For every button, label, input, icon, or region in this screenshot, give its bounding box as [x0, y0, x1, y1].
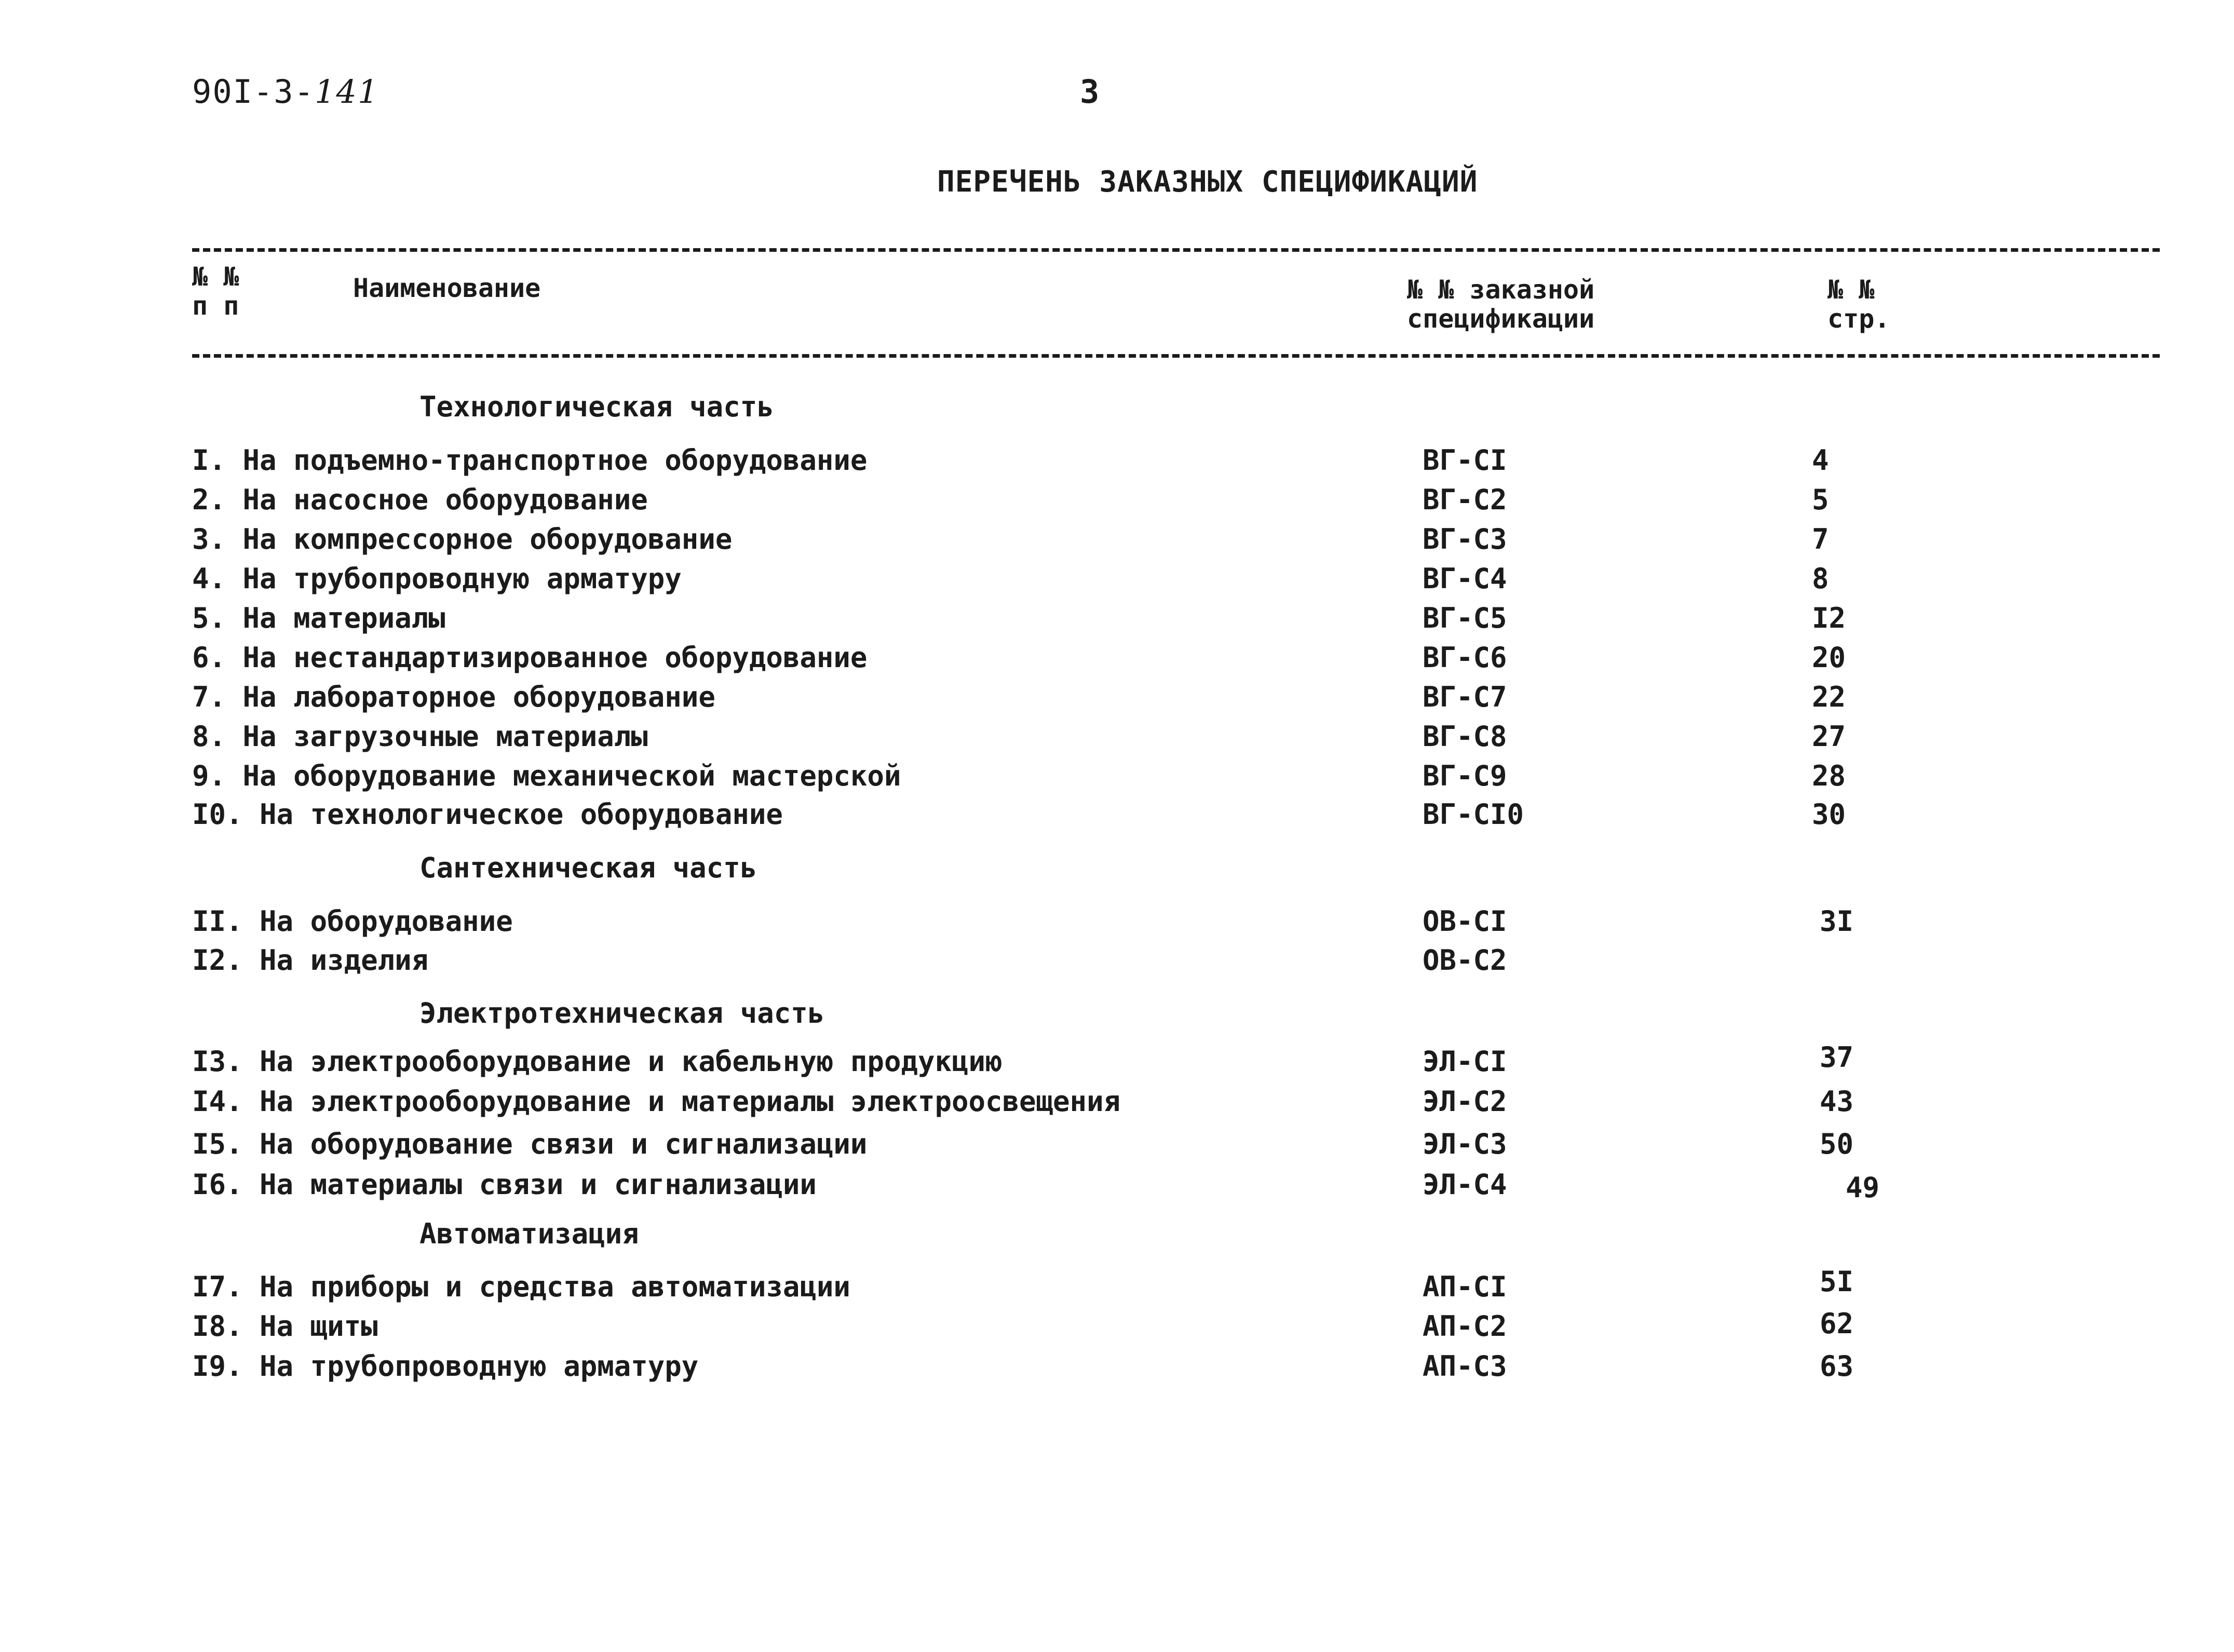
list-item-label: I0. На технологическое оборудование	[192, 798, 783, 831]
list-item-page: 28	[1812, 760, 1846, 792]
list-item-code: ЭЛ-С2	[1423, 1085, 1507, 1118]
col-header-num-line1: № №	[192, 262, 239, 292]
list-item-code: АП-С3	[1423, 1350, 1507, 1383]
list-item-code: ВГ-СI	[1423, 444, 1507, 477]
list-item-label: 9. На оборудование механической мастерской	[192, 760, 901, 792]
section-title-electrical: Электротехническая часть	[419, 997, 825, 1030]
col-header-spec-line1: № № заказной	[1407, 275, 1595, 305]
list-item-code: АП-С2	[1423, 1310, 1507, 1343]
list-item-page: 20	[1812, 641, 1846, 674]
page-title: ПЕРЕЧЕНЬ ЗАКАЗНЫХ СПЕЦИФИКАЦИЙ	[937, 165, 1478, 199]
list-item-label: I4. На электрооборудование и материалы электроосвещения	[192, 1085, 1121, 1118]
list-item-label: 3. На компрессорное оборудование	[192, 523, 733, 556]
list-item-code: ВГ-С2	[1423, 483, 1507, 516]
col-header-page-line2: стр.	[1827, 304, 1890, 334]
section-title-technological: Технологическая часть	[419, 390, 774, 423]
col-header-page-line1: № №	[1827, 275, 1875, 305]
list-item-label: II. На оборудование	[192, 905, 513, 938]
list-item-page: 22	[1812, 681, 1846, 713]
list-item-page: 63	[1820, 1350, 1854, 1383]
list-item-code: ВГ-С7	[1423, 681, 1507, 713]
list-item-code: ВГ-С4	[1423, 562, 1507, 595]
document-code-prefix: 90I-3-	[192, 73, 315, 111]
list-item-code: ЭЛ-С4	[1423, 1168, 1507, 1201]
list-item-code: ЭЛ-С3	[1423, 1128, 1507, 1160]
list-item-label: 7. На лабораторное оборудование	[192, 681, 715, 713]
list-item-label: I. На подъемно-транспортное оборудование	[192, 444, 868, 477]
list-item-label: 6. На нестандартизированное оборудование	[192, 641, 868, 674]
section-title-automation: Автоматизация	[419, 1217, 639, 1250]
list-item-page: 62	[1820, 1307, 1854, 1340]
list-item-label: I6. На материалы связи и сигнализации	[192, 1168, 817, 1201]
list-item-page: 50	[1820, 1128, 1854, 1160]
document-code-handwritten: 141	[314, 73, 380, 111]
list-item-code: ВГ-С8	[1423, 720, 1507, 753]
list-item-page: 5	[1812, 483, 1829, 516]
list-item-code: АП-СI	[1423, 1270, 1507, 1303]
list-item-code: ЭЛ-СI	[1423, 1045, 1507, 1078]
col-header-num-line2: п п	[192, 291, 239, 321]
list-item-code: ВГ-С9	[1423, 760, 1507, 792]
col-header-spec	[1407, 275, 1594, 333]
list-item-page: 43	[1820, 1085, 1854, 1118]
list-item-label: 2. На насосное оборудование	[192, 483, 648, 516]
list-item-page: 49	[1846, 1171, 1880, 1204]
list-item-label: I9. На трубопроводную арматуру	[192, 1350, 699, 1383]
list-item-page: I2	[1812, 602, 1846, 634]
list-item-code: ОВ-С2	[1423, 944, 1507, 977]
header-top-divider	[192, 248, 2160, 252]
list-item-label: I8. На щиты	[192, 1310, 378, 1343]
list-item-page: 4	[1812, 444, 1829, 477]
list-item-label: 8. На загрузочные материалы	[192, 720, 648, 753]
page-number: 3	[1080, 73, 1100, 111]
list-item-page: 8	[1812, 562, 1829, 595]
list-item-label: 4. На трубопроводную арматуру	[192, 562, 682, 595]
header-bottom-divider	[192, 354, 2160, 358]
list-item-label: I5. На оборудование связи и сигнализации	[192, 1128, 868, 1160]
list-item-page: 7	[1812, 523, 1829, 556]
list-item-label: I2. На изделия	[192, 944, 429, 977]
list-item-page: 37	[1820, 1041, 1854, 1074]
col-header-name: Наименование	[353, 273, 541, 303]
list-item-page: 5I	[1820, 1265, 1854, 1298]
list-item-code: ВГ-С6	[1423, 641, 1507, 674]
list-item-label: I7. На приборы и средства автоматизации	[192, 1270, 850, 1303]
list-item-page: 27	[1812, 720, 1846, 753]
list-item-code: ВГ-СI0	[1423, 798, 1524, 831]
section-title-sanitary: Сантехническая часть	[419, 851, 757, 884]
document-code	[192, 73, 379, 111]
list-item-page: 3I	[1820, 905, 1854, 938]
col-header-num	[192, 262, 239, 320]
list-item-code: ОВ-СI	[1423, 905, 1507, 938]
list-item-code: ВГ-С3	[1423, 523, 1507, 556]
list-item-page: 30	[1812, 798, 1846, 831]
list-item-code: ВГ-С5	[1423, 602, 1507, 634]
col-header-page	[1827, 275, 1890, 333]
list-item-label: I3. На электрооборудование и кабельную продукцию	[192, 1045, 1003, 1078]
col-header-spec-line2: спецификации	[1407, 304, 1595, 334]
list-item-label: 5. На материалы	[192, 602, 445, 634]
